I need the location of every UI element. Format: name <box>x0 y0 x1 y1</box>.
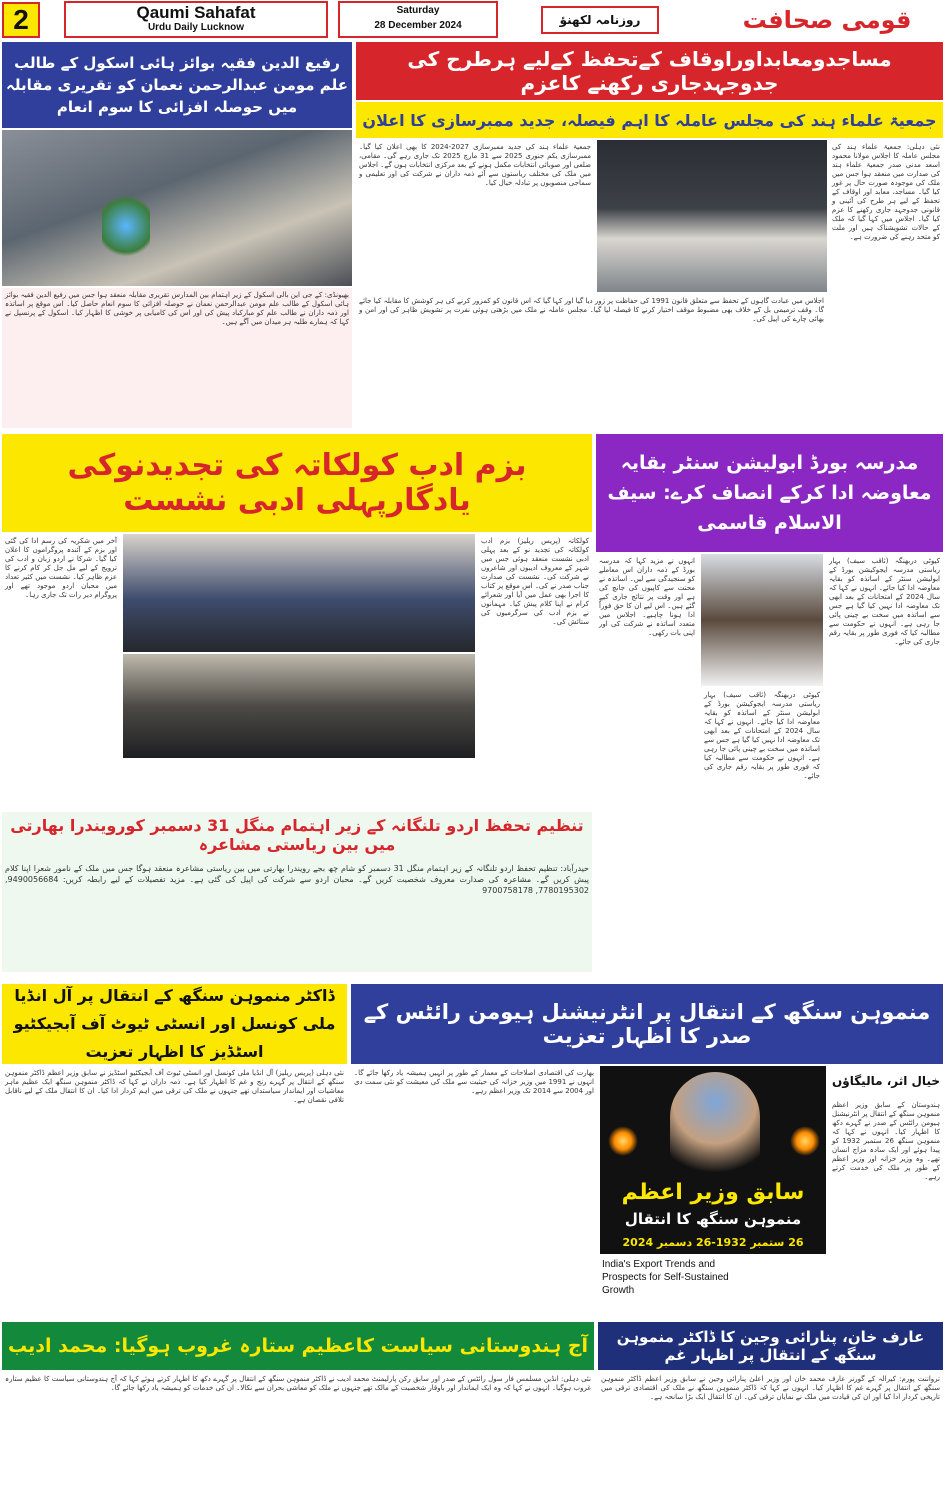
story6-headline: ڈاکٹر منموہن سنگھ کے انتقال پر آل انڈیا ملی کونسل اور انسٹی ٹیوٹ آف آبجیکٹیو اسٹڈیز کا اظہار تعزیت <box>2 984 347 1064</box>
book-title: India's Export Trends and Prospects for Self-Sustained Growth <box>602 1259 729 1296</box>
story1-photo <box>597 140 827 292</box>
dateline <box>338 1 498 38</box>
portrait-shape <box>670 1072 760 1172</box>
candle-left-icon <box>608 1126 638 1156</box>
story2-photo <box>2 130 352 286</box>
story4-body: کیوٹی دربھنگہ (ثاقب سیف) بہار ریاستی مدرسہ ایجوکیشن بورڈ کے ابولیشن سنٹر کے اساتذہ کو بقایہ معاوضہ ادا کیا جائے۔ انہوں نے کہا کہ سال 2024 کے امتحانات کے بعد ابھی تک معاوضہ ادا نہیں کیا گیا ہے جس سے اساتذہ میں سخت بے چینی پائی جا رہی ہے۔ انہوں نے حکومت سے مطالبہ کیا کہ فوری طور پر بقایہ رقم جاری کی جائے۔ <box>829 557 940 646</box>
candle-right-icon <box>790 1126 820 1156</box>
story4-headline: مدرسہ بورڈ ابولیشن سنٹر بقایہ معاوضہ ادا کرکے انصاف کرے: سیف الاسلام قاسمی <box>596 434 943 552</box>
story5-headline: تنظیم تحفظ اردو تلنگانہ کے زیر اہتمام منگل 31 دسمبر کورویندرا بھارتی میں بین ریاستی مشاعرہ <box>10 816 584 854</box>
story7-body: ہندوستان کے سابق وزیر اعظم منموہن سنگھ کے انتقال پر انٹرنیشنل ہیومن رائٹس کے صدر نے گہرے دکھ کا اظہار کیا۔ انہوں نے کہا کہ منموہن سنگھ 26 ستمبر 1932 کو پیدا ہوئے اور ایک سادہ مزاج انسان تھے۔ وہ وزیر خزانہ اور وزیر اعظم کے طور پر ملک کی خدمت کرتے رہے۔ <box>832 1101 940 1181</box>
date-label: 28 December 2024 <box>374 20 462 31</box>
paper-name-urdu: قومی صحافت <box>742 6 912 34</box>
story4-body2: انہوں نے مزید کہا کہ مدرسہ بورڈ کے ذمہ داران اس معاملے کو سنجیدگی سے لیں۔ اساتذہ نے محنت سے کاپیوں کی جانچ کی ہے اور وقت پر نتائج جاری کیے گئے ہیں۔ اس لیے ان کا حق فوراً ادا ہونا چاہیے۔ اجلاس میں متعدد اساتذہ نے شرکت کی اور اپنی بات رکھی۔ <box>599 557 695 637</box>
story5-body: حیدرآباد: تنظیم تحفظ اردو تلنگانہ کے زیر اہتمام منگل 31 دسمبر کو شام چھ بجے رویندرا بھارتی میں بین ریاستی مشاعرہ منعقد ہوگا جس میں ملک کے نامور شعرا اپنا کلام پیش کریں گے۔ مشاعرہ کی صدارت معروف شخصیت کریں گے۔ محبان اردو سے شرکت کی اپیل کی گئی ہے۔ مزید تفصیلات کے لیے رابطہ کریں: 9490056684, 7780195302, 9700758178 <box>5 864 590 895</box>
story2-body: بھیونڈی: کے جی این بالی اسکول کے زیر اہتمام بین المدارس تقریری مقابلہ منعقد ہوا جس میں رفیع الدین فقیہ بوائز ہائی اسکول کے طالب علم مومن عبدالرحمن نعمان نے حوصلہ افزائی کا سوم انعام حاصل کیا۔ اس موقع پر اساتذہ اور ذمہ داران نے طالب علم کو مبارکباد پیش کی اور اس کی کامیابی پر خوشی کا اظہار کیا۔ اسکول کے پرنسپل نے کہا کہ ہمارے طلبہ ہر میدان میں آگے ہیں۔ <box>2 288 352 428</box>
story7-tribute-photo <box>600 1066 826 1254</box>
story7-headline: منموہن سنگھ کے انتقال پر انٹرنیشنل ہیومن رائٹس کے صدر کا اظہار تعزیت <box>351 984 943 1064</box>
story3-photo-book-launch <box>123 534 475 652</box>
photo-dates: 26 ستمبر 1932-26 دسمبر 2024 <box>622 1235 804 1249</box>
story1-body-left: جمعیۃ علماء ہند کی جدید ممبرسازی 2027-2024 کا بھی اعلان کیا گیا۔ ممبرسازی یکم جنوری 2025 سے 31 مارچ 2025 تک جاری رہے گی۔ مقامی، ضلعی اور صوبائی انتخابات مکمل ہونے کے بعد مرکزی انتخابات ہوں گے۔ اجلاس میں ملک کی مختلف ریاستوں سے آئے ذمہ داران نے شرکت کی اور تعلیمی و سماجی منصوبوں پر تبادلہ خیال کیا۔ <box>359 143 592 187</box>
story4-portrait <box>701 554 823 686</box>
story3-body: کولکاتہ (پریس ریلیز) بزم ادب کولکاتہ کی تجدید نو کے بعد پہلی ادبی نشست منعقد ہوئی جس میں شہر کے معروف ادیبوں اور شاعروں نے شرکت کی۔ نشست کی صدارت جناب صدر نے کی۔ اس موقع پر کتاب کا اجرا بھی عمل میں آیا اور شعرائے کرام نے اپنا کلام پیش کیا۔ مہمانوں نے بزم ادب کی سرگرمیوں کی ستائش کی۔ <box>481 537 589 626</box>
story7-byline: خیال اثر، مالیگاؤں <box>832 1074 940 1088</box>
story6-body: نئی دہلی (پریس ریلیز) آل انڈیا ملی کونسل اور انسٹی ٹیوٹ آف آبجیکٹیو اسٹڈیز نے سابق وزیر اعظم ڈاکٹر منموہن سنگھ کے انتقال پر گہرے رنج و غم کا اظہار کیا ہے۔ ذمہ داران نے کہا کہ ڈاکٹر منموہن سنگھ ایک عظیم ماہر معاشیات اور ایماندار سیاستداں تھے جنہوں نے ملک کی ترقی میں اہم کردار ادا کیا۔ ان کا انتقال ملک کے لیے ناقابل تلافی نقصان ہے۔ <box>5 1069 344 1104</box>
story8-body: نئی دہلی: انڈین مسلمس فار سول رائٹس کے صدر اور سابق رکن پارلیمنٹ محمد ادیب نے ڈاکٹر منموہن سنگھ کے انتقال پر گہرے دکھ کا اظہار کرتے ہوئے کہا کہ آج ہندوستانی سیاست کا عظیم ستارہ غروب ہوگیا۔ انہوں نے کہا کہ وہ ایک ایماندار اور باوقار شخصیت کے مالک تھے جنہوں نے ملک کو معاشی بحران سے نکالا۔ ان کی خدمات کو ہمیشہ یاد رکھا جائے گا۔ <box>5 1375 591 1392</box>
page-number: 2 <box>2 2 40 38</box>
story3-body2: آخر میں شکریہ کی رسم ادا کی گئی اور بزم کے آئندہ پروگراموں کا اعلان کیا گیا۔ شرکا نے اردو زبان و ادب کی ترویج کے لیے مل جل کر کام کرنے کا عزم ظاہر کیا۔ نشست میں کثیر تعداد میں محبان اردو موجود تھے اور پروگرام دیر رات تک جاری رہا۔ <box>5 537 117 599</box>
story9-headline: عارف خان، پنارائی وجین کا ڈاکٹر منموہن سنگھ کے انتقال پر اظہار غم <box>598 1322 943 1370</box>
story1-headline: مساجدومعابداوراوقاف کےتحفظ کےلیے ہرطرح کی جدوجہدجاری رکھنے کاعزم <box>356 42 943 100</box>
story3-photo-audience <box>123 654 475 758</box>
story9-body: ترواننت پورم: کیرالہ کے گورنر عارف محمد خان اور وزیر اعلیٰ پنارائی وجین نے سابق وزیر اعظم ڈاکٹر منموہن سنگھ کے انتقال پر گہرے غم کا اظہار کیا۔ انہوں نے کہا کہ ڈاکٹر منموہن سنگھ نے ملک کی اقتصادی ترقی میں تاریخی کردار ادا کیا اور ان کی قیادت میں ملک نے نمایاں ترقی کی۔ ان کا انتقال ایک بڑا سانحہ ہے۔ <box>601 1375 940 1401</box>
city-label: روزنامہ لکھنؤ <box>541 6 659 34</box>
story2-headline: رفیع الدین فقیہ بوائز ہائی اسکول کے طالب علم مومن عبدالرحمن نعمان کو تقریری مقابلہ میں حوصلہ افزائی کا سوم انعام <box>2 42 352 128</box>
masthead <box>0 0 945 40</box>
book-cover <box>600 1256 740 1310</box>
story1-subhead: جمعیۃ علماء ہند کی مجلس عاملہ کا اہم فیصلہ، جدید ممبرسازی کا اعلان <box>356 102 943 138</box>
photo-name: منموہن سنگھ کا انتقال <box>624 1210 802 1228</box>
paper-subtitle-en: Urdu Daily Lucknow <box>147 22 245 33</box>
story4-body3: کیوٹی دربھنگہ (ثاقب سیف) بہار ریاستی مدرسہ ایجوکیشن بورڈ کے ابولیشن سنٹر کے اساتذہ کو بقایہ معاوضہ ادا کیا جائے۔ انہوں نے کہا کہ سال 2024 کے امتحانات کے بعد ابھی تک معاوضہ ادا نہیں کیا گیا ہے جس سے اساتذہ میں سخت بے چینی پائی جا رہی ہے۔ انہوں نے حکومت سے مطالبہ کیا کہ فوری طور پر بقایہ رقم جاری کی جائے۔ <box>704 691 821 780</box>
story7-body2: بھارت کی اقتصادی اصلاحات کے معمار کے طور پر انہیں ہمیشہ یاد رکھا جائے گا۔ انہوں نے 1991 میں وزیر خزانہ کی حیثیت سے ملک کی معیشت کو نئی سمت دی اور 2004 سے 2014 تک وزیر اعظم رہے۔ <box>354 1069 594 1095</box>
english-nameplate <box>64 1 328 38</box>
story8-headline: آج ہندوستانی سیاست کاعظیم ستارہ غروب ہوگیا: محمد ادیب <box>2 1322 594 1370</box>
award-trophy-icon <box>102 190 150 262</box>
story3-headline: بزم ادب کولکاتہ کی تجدیدنوکی یادگارپہلی ادبی نشست <box>2 434 592 532</box>
story5-box <box>2 812 592 972</box>
paper-name-en: Qaumi Sahafat <box>136 3 256 22</box>
story1-body-right: نئی دہلی: جمعیۃ علماء ہند کی مجلس عاملہ کا اجلاس مولانا محمود اسعد مدنی صدر جمعیۃ علماء ہند کی صدارت میں منعقد ہوا جس میں ملک کی موجودہ صورت حال پر غور کیا گیا۔ مساجد، معابد اور اوقاف کے تحفظ کے لیے ہر طرح کی آئینی و قانونی جدوجہد جاری رکھنے کا عزم کیا گیا۔ اجلاس میں کہا گیا کہ ملک کے حالات تشویشناک ہیں اور ملت کو متحد رہنے کی ضرورت ہے۔ <box>832 143 940 241</box>
story1-body-left2: اجلاس میں عبادت گاہوں کے تحفظ سے متعلق قانون 1991 کی حفاظت پر زور دیا گیا اور کہا گیا کہ اس قانون کو کمزور کرنے کی ہر کوشش کا مقابلہ کیا جائے گا۔ وقف ترمیمی بل کے خلاف بھی مضبوط موقف اختیار کرنے کا فیصلہ لیا گیا۔ مجلس عاملہ نے ملک میں بڑھتی ہوئی نفرت پر تشویش ظاہر کی اور امن و بھائی چارے کی اپیل کی۔ <box>359 297 824 323</box>
photo-title: سابق وزیر اعظم <box>621 1179 805 1205</box>
day-label: Saturday <box>396 5 440 16</box>
